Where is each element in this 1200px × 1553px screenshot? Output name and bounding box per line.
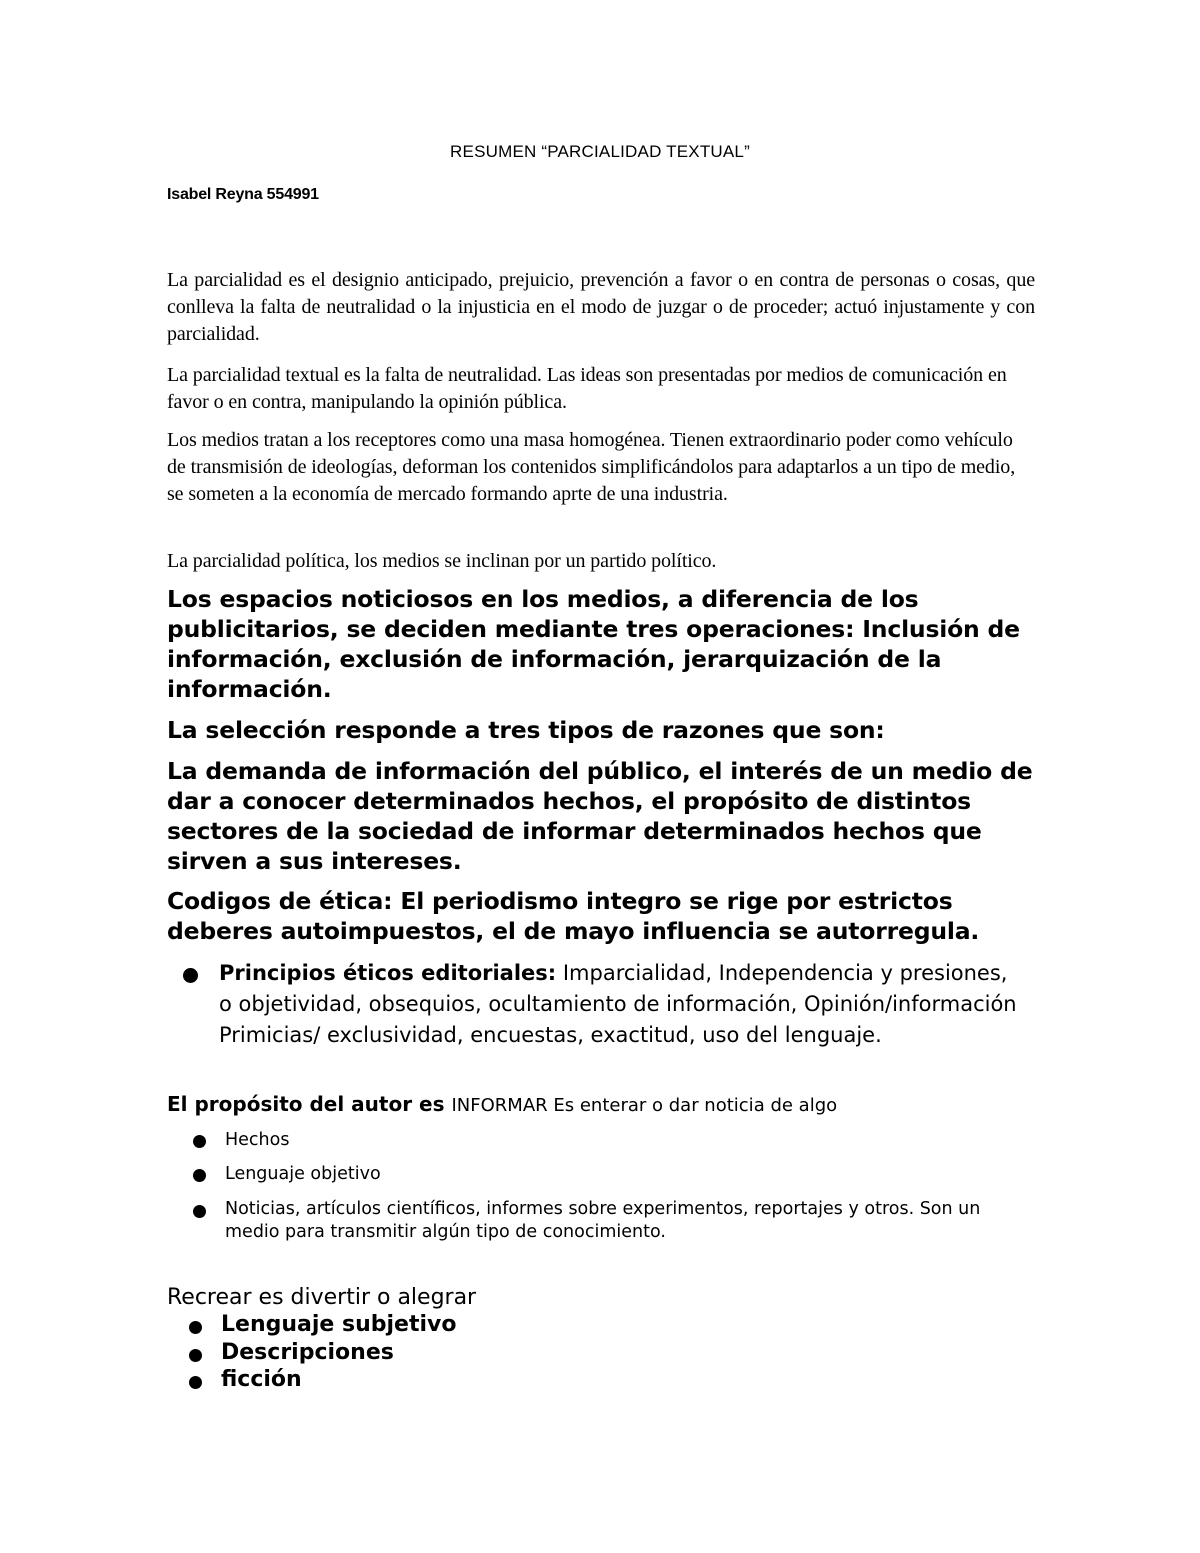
paragraph-ethics-codes: Codigos de ética: El periodismo integro se rige por estrictos deberes autoimpuestos, el de mayo influencia se autorregula. — [167, 887, 980, 945]
list-item: Lenguaje objetivo — [225, 1164, 381, 1184]
bullet-icon — [189, 1349, 202, 1362]
list-item: Descripciones — [221, 1340, 394, 1365]
bullet-icon — [193, 1205, 206, 1218]
bullet-icon — [189, 1376, 202, 1389]
purpose-heading — [167, 1092, 837, 1116]
ethics-text: Imparcialidad, Independencia y presiones, o objetividad, obsequios, ocultamiento de información, Opinión/información Primicias/ exclusividad, encuestas, exactitud, uso del lenguaje. — [219, 961, 1017, 1047]
list-item: ficción — [221, 1367, 302, 1392]
ethics-lead: Principios éticos editoriales: — [219, 961, 557, 985]
purpose-rest: INFORMAR Es enterar o dar noticia de algo — [451, 1095, 838, 1116]
list-item: Lenguaje subjetivo — [221, 1312, 457, 1337]
document-title: RESUMEN “PARCIALIDAD TEXTUAL” — [450, 142, 750, 161]
list-item: Noticias, artículos científicos, informes sobre experimentos, reportajes y otros. Son un medio para transmitir algún tipo de conocimiento. — [225, 1199, 981, 1242]
bullet-icon — [193, 1169, 206, 1182]
paragraph-political: La parcialidad política, los medios se inclinan por un partido político. — [167, 550, 717, 572]
paragraph-textual: La parcialidad textual es la falta de neutralidad. Las ideas son presentadas por medios de comunicación en favor o en contra, manipulando la opinión pública. — [167, 364, 1007, 413]
ethics-bullet — [219, 958, 1019, 1051]
bullet-icon — [189, 1321, 202, 1334]
paragraph-selection: La selección responde a tres tipos de razones que son: — [167, 716, 885, 744]
bullet-icon — [183, 968, 198, 983]
paragraph-news-spaces: Los espacios noticiosos en los medios, a diferencia de los publicitarios, se deciden mediante tres operaciones: Inclusión de información, exclusión de información, jerarquización de la información. — [167, 585, 1020, 703]
paragraph-definition: La parcialidad es el designio anticipado, prejuicio, prevención a favor o en contra de personas o cosas, que conlleva la falta de neutralidad o la injusticia en el modo de juzgar o de proceder; actuó injustamente y con parcialidad. — [167, 269, 1035, 345]
purpose-lead: El propósito del autor es — [167, 1092, 452, 1116]
author-line: Isabel Reyna 554991 — [167, 186, 319, 203]
recrear-heading: Recrear es divertir o alegrar — [167, 1285, 477, 1310]
paragraph-demand: La demanda de información del público, el interés de un medio de dar a conocer determinados hechos, el propósito de distintos sectores de la sociedad de informar determinados hechos que sirven a sus intereses. — [167, 757, 1033, 875]
list-item: Hechos — [225, 1130, 290, 1150]
paragraph-media: Los medios tratan a los receptores como una masa homogénea. Tienen extraordinario poder como vehículo de transmisión de ideologías, deforman los contenidos simplificándolos para adaptarlos a un tipo de medio, se someten a la economía de mercado formando aprte de una industria. — [167, 429, 1016, 505]
bullet-icon — [193, 1135, 206, 1148]
